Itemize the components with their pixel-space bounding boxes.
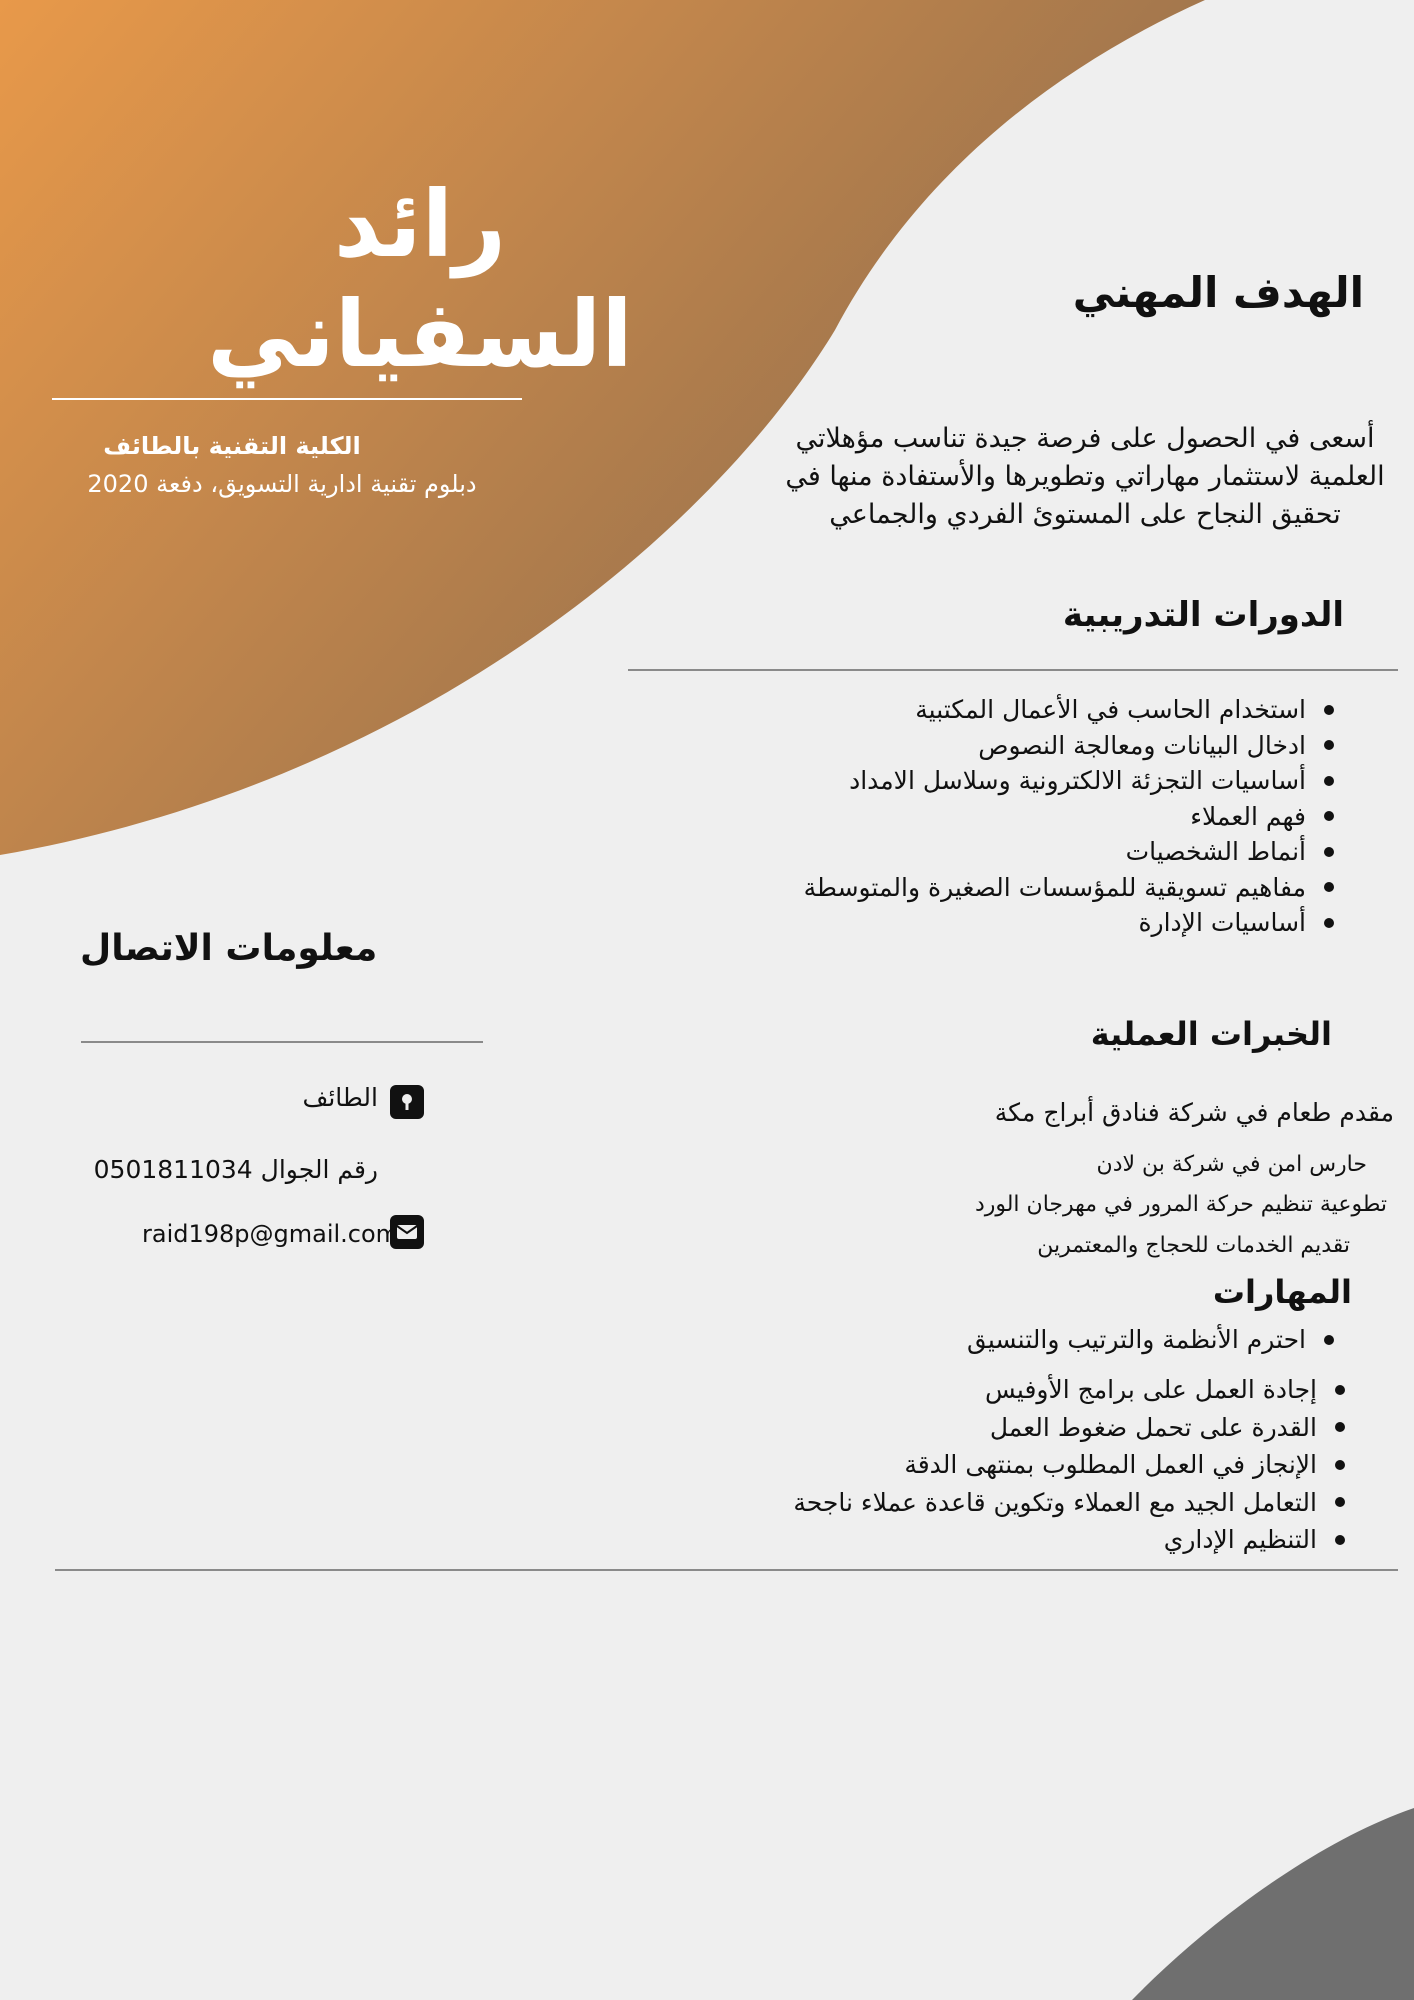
list-item: مفاهيم تسويقية للمؤسسات الصغيرة والمتوسطة	[546, 870, 1306, 906]
courses-title: الدورات التدريبية	[1062, 595, 1344, 635]
objective-title: الهدف المهني	[1072, 268, 1364, 317]
list-item: فهم العملاء	[546, 799, 1306, 835]
list-item: إجادة العمل على برامج الأوفيس	[517, 1371, 1317, 1409]
contact-divider	[81, 1041, 483, 1043]
courses-divider	[628, 669, 1398, 671]
list-item: التنظيم الإداري	[517, 1521, 1317, 1559]
courses-list	[546, 692, 1338, 941]
contact-city: الطائف	[302, 1083, 378, 1112]
candidate-name: رائد السفياني	[207, 171, 633, 389]
list-item: أنماط الشخصيات	[546, 834, 1306, 870]
header-divider	[52, 398, 522, 400]
location-pin-icon	[390, 1085, 424, 1119]
experience-item: تطوعية تنظيم حركة المرور في مهرجان الورد	[974, 1192, 1387, 1217]
list-item: التعامل الجيد مع العملاء وتكوين قاعدة عملاء ناجحة	[517, 1484, 1317, 1522]
list-item: القدرة على تحمل ضغوط العمل	[517, 1409, 1317, 1447]
contact-email[interactable]: raid198p@gmail.com	[142, 1220, 400, 1248]
list-item: أساسيات التجزئة الالكترونية وسلاسل الامداد	[546, 763, 1306, 799]
list-item: استخدام الحاسب في الأعمال المكتبية	[546, 692, 1306, 728]
list-item: أساسيات الإدارة	[546, 905, 1306, 941]
experience-item: حارس امن في شركة بن لادن	[1096, 1152, 1367, 1177]
experience-item: تقديم الخدمات للحجاج والمعتمرين	[1037, 1233, 1350, 1258]
education-institution: الكلية التقنية بالطائف	[103, 432, 361, 460]
skills-title: المهارات	[1212, 1273, 1352, 1311]
list-item: ادخال البيانات ومعالجة النصوص	[546, 728, 1306, 764]
experience-item: مقدم طعام في شركة فنادق أبراج مكة	[994, 1098, 1394, 1127]
objective-text: أسعى في الحصول على فرصة جيدة تناسب مؤهلاتي العلمية لاستثمار مهاراتي وتطويرها والأستفادة منها في تحقيق النجاح على المستوئ الفردي والجماعي	[785, 423, 1385, 530]
contact-title: معلومات الاتصال	[80, 928, 378, 969]
corner-gray-shape	[1132, 1808, 1414, 2000]
skills-list	[517, 1371, 1349, 1559]
education-degree: دبلوم تقنية ادارية التسويق، دفعة 2020	[87, 470, 477, 498]
bottom-divider	[55, 1569, 1398, 1571]
list-item: احترم الأنظمة والترتيب والتنسيق	[606, 1322, 1306, 1358]
experience-title: الخبرات العملية	[1090, 1015, 1332, 1053]
contact-phone: رقم الجوال 0501811034	[93, 1155, 378, 1184]
skills-list-primary	[606, 1322, 1338, 1358]
list-item: الإنجاز في العمل المطلوب بمنتهى الدقة	[517, 1446, 1317, 1484]
